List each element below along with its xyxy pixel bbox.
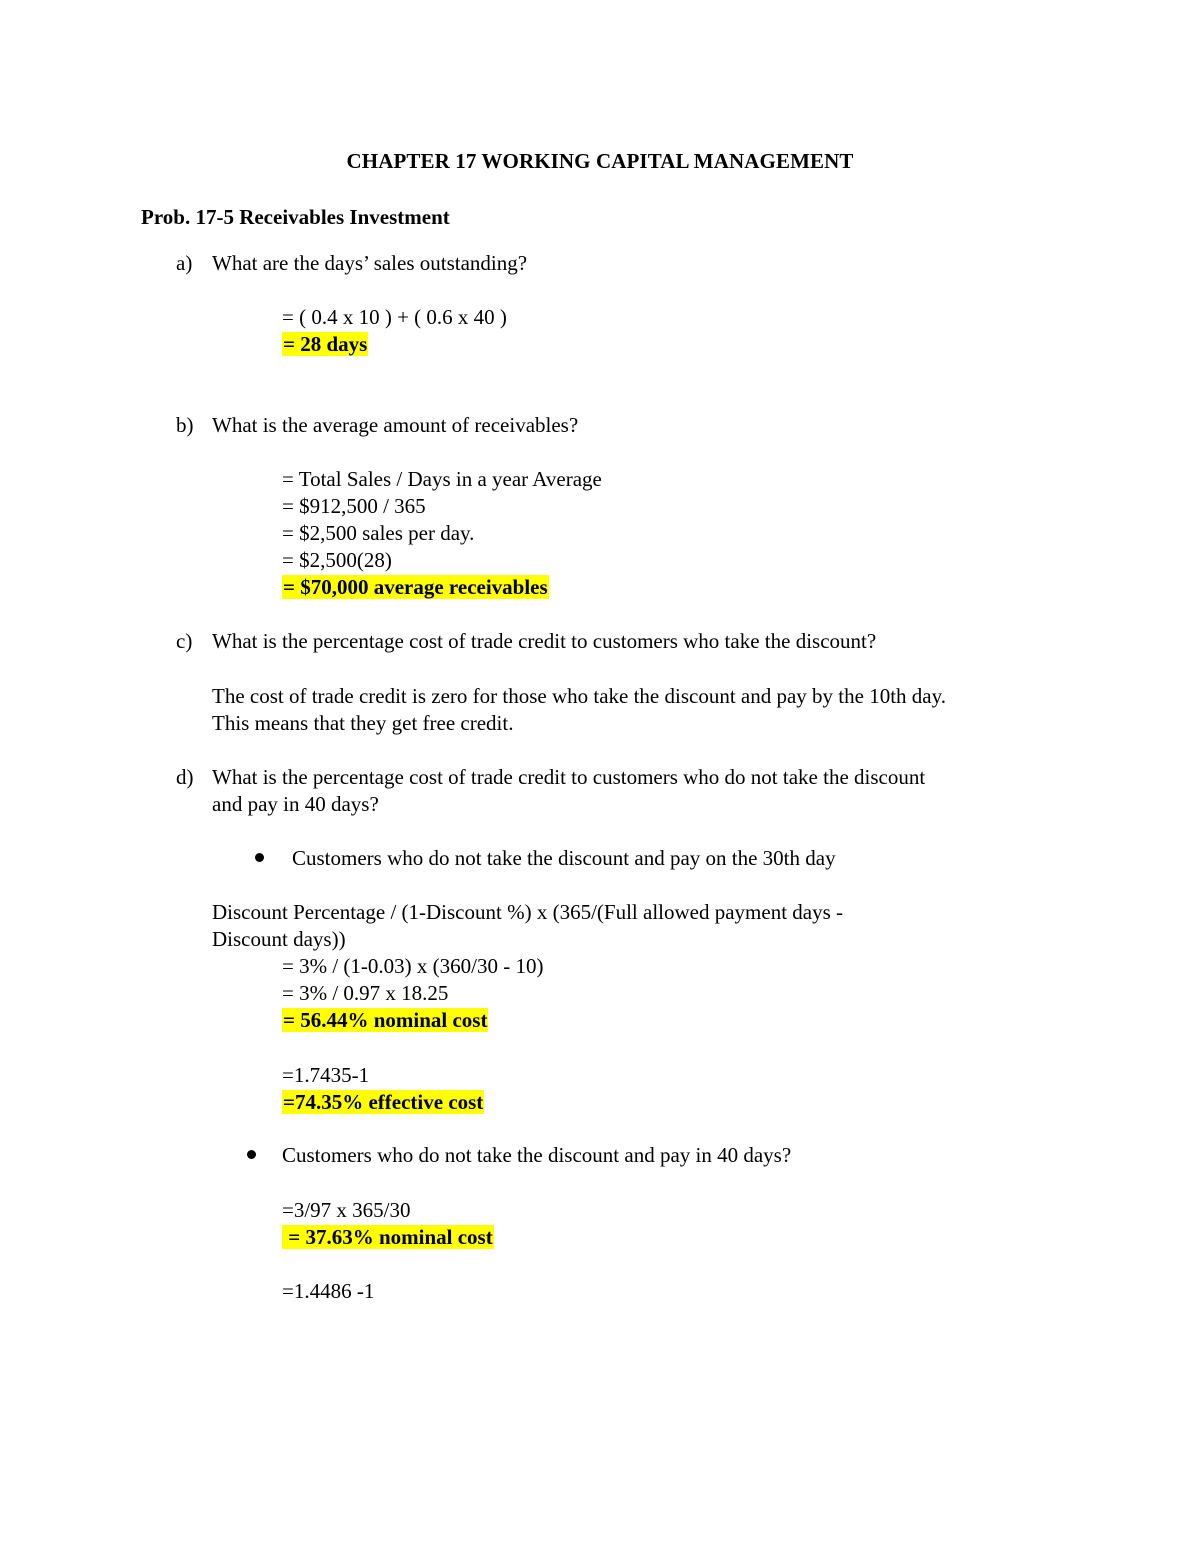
part-b-calc-4: = $2,500(28) <box>282 548 392 572</box>
bullet-1-effective <box>282 1089 484 1115</box>
bullet-1-calc-1: = 3% / (1-0.03) x (360/30 - 10) <box>282 954 544 978</box>
bullet-icon <box>255 853 264 862</box>
bullet-1-formula-line-2: Discount days)) <box>212 927 346 951</box>
part-b-calc-2: = $912,500 / 365 <box>282 494 426 518</box>
bullet-1-calc-3: =1.7435-1 <box>282 1063 370 1087</box>
bullet-1-nominal-highlight: = 56.44% nominal cost <box>283 1008 488 1032</box>
bullet-2-nominal <box>282 1224 494 1250</box>
part-a-calc-1: = ( 0.4 x 10 ) + ( 0.6 x 40 ) <box>282 305 507 329</box>
chapter-title: CHAPTER 17 WORKING CAPITAL MANAGEMENT <box>346 149 854 173</box>
bullet-icon <box>247 1150 256 1159</box>
bullet-1-formula-line-1: Discount Percentage / (1-Discount %) x (365/(Full allowed payment days - <box>212 900 844 924</box>
bullet-1-calc-2: = 3% / 0.97 x 18.25 <box>282 981 449 1005</box>
part-c-text-1: The cost of trade credit is zero for those who take the discount and pay by the 10th day. <box>212 684 946 708</box>
part-c-question: What is the percentage cost of trade credit to customers who take the discount? <box>212 629 877 653</box>
part-d-question-line-1: What is the percentage cost of trade credit to customers who do not take the discount <box>212 765 926 789</box>
part-d-marker: d) <box>176 765 194 789</box>
part-c-marker: c) <box>176 629 193 653</box>
part-a-answer <box>282 331 368 357</box>
part-b-calc-1: = Total Sales / Days in a year Average <box>282 467 602 491</box>
part-d-question-line-2: and pay in 40 days? <box>212 792 379 816</box>
part-b-calc-3: = $2,500 sales per day. <box>282 521 475 545</box>
bullet-1-effective-highlight: =74.35% effective cost <box>283 1090 484 1114</box>
part-b-answer <box>282 574 549 600</box>
part-a-answer-highlight: = 28 days <box>283 332 368 356</box>
part-b-question: What is the average amount of receivables? <box>212 413 579 437</box>
part-c-text-2: This means that they get free credit. <box>212 711 514 735</box>
bullet-2-text: Customers who do not take the discount and pay in 40 days? <box>282 1143 792 1167</box>
bullet-2-calc-1: =3/97 x 365/30 <box>282 1198 411 1222</box>
bullet-1-nominal <box>282 1007 488 1033</box>
part-b-marker: b) <box>176 413 194 437</box>
part-a-question: What are the days’ sales outstanding? <box>212 251 528 275</box>
bullet-2-calc-2: =1.4486 -1 <box>282 1279 375 1303</box>
part-a-marker: a) <box>176 251 193 275</box>
part-b-answer-highlight: = $70,000 average receivables <box>283 575 548 599</box>
bullet-1-text: Customers who do not take the discount and pay on the 30th day <box>292 846 836 870</box>
problem-heading: Prob. 17-5 Receivables Investment <box>141 205 450 229</box>
bullet-2-nominal-highlight: = 37.63% nominal cost <box>283 1225 493 1249</box>
